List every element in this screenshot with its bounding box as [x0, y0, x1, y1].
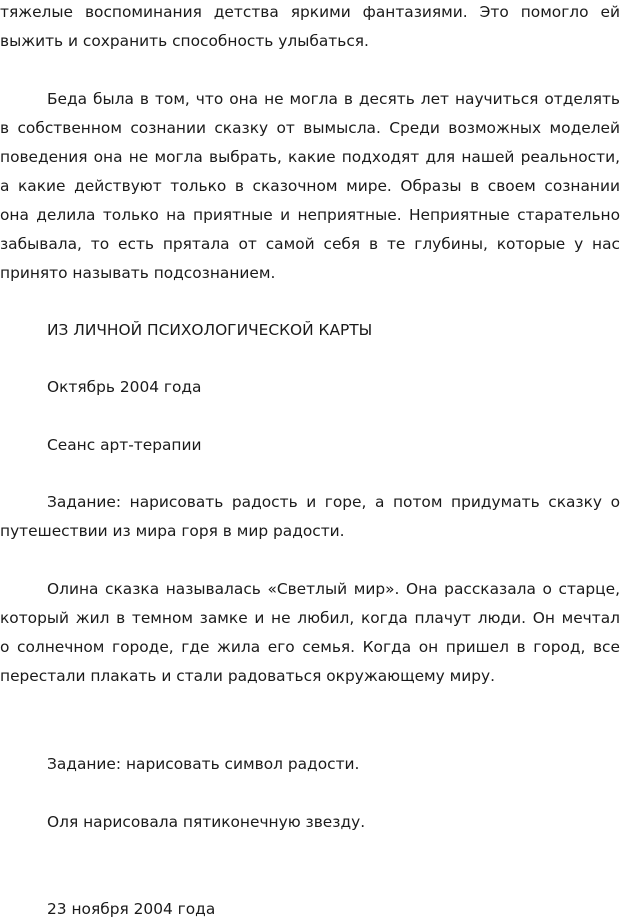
- paragraph-4-line-4: перестали плакать и стали радоваться окружающему миру.: [0, 667, 496, 685]
- paragraph-2-line-3: поведения она не могла выбрать, какие подходят для нашей реальности,: [0, 148, 620, 166]
- paragraph-2-line-4: а какие действуют только в сказочном мире. Образы в своем сознании: [0, 177, 620, 195]
- paragraph-2-line-6: забывала, то есть прятала от самой себя в те глубины, которые у нас: [0, 235, 620, 253]
- date-october: Октябрь 2004 года: [47, 378, 202, 396]
- paragraph-3-line-2: путешествии из мира горя в мир радости.: [0, 522, 345, 540]
- paragraph-2-line-2: в собственном сознании сказку от вымысла. Среди возможных моделей: [0, 119, 620, 137]
- paragraph-2-line-5: она делила только на приятные и неприятные. Неприятные старательно: [0, 206, 620, 224]
- section-heading: ИЗ ЛИЧНОЙ ПСИХОЛОГИЧЕСКОЙ КАРТЫ: [47, 321, 373, 339]
- session-title: Сеанс арт-терапии: [47, 436, 202, 454]
- date-november: 23 ноября 2004 года: [47, 900, 216, 918]
- paragraph-4-line-3: о солнечном городе, где жила его семья. Когда он пришел в город, все: [0, 638, 620, 656]
- paragraph-3-line-1: Задание: нарисовать радость и горе, а потом придумать сказку о: [47, 493, 620, 511]
- paragraph-1-line-2: выжить и сохранить способность улыбаться.: [0, 32, 369, 50]
- paragraph-2-line-7: принято называть подсознанием.: [0, 264, 276, 282]
- paragraph-4-line-1: Олина сказка называлась «Светлый мир». Она рассказала о старце,: [47, 580, 620, 598]
- drawing-note: Оля нарисовала пятиконечную звезду.: [47, 813, 366, 831]
- paragraph-1-line-1: тяжелые воспоминания детства яркими фантазиями. Это помогло ей: [0, 3, 620, 21]
- paragraph-2-line-1: Беда была в том, что она не могла в десять лет научиться отделять: [47, 90, 620, 108]
- task-symbol: Задание: нарисовать символ радости.: [47, 755, 360, 773]
- paragraph-4-line-2: который жил в темном замке и не любил, когда плачут люди. Он мечтал: [0, 609, 620, 627]
